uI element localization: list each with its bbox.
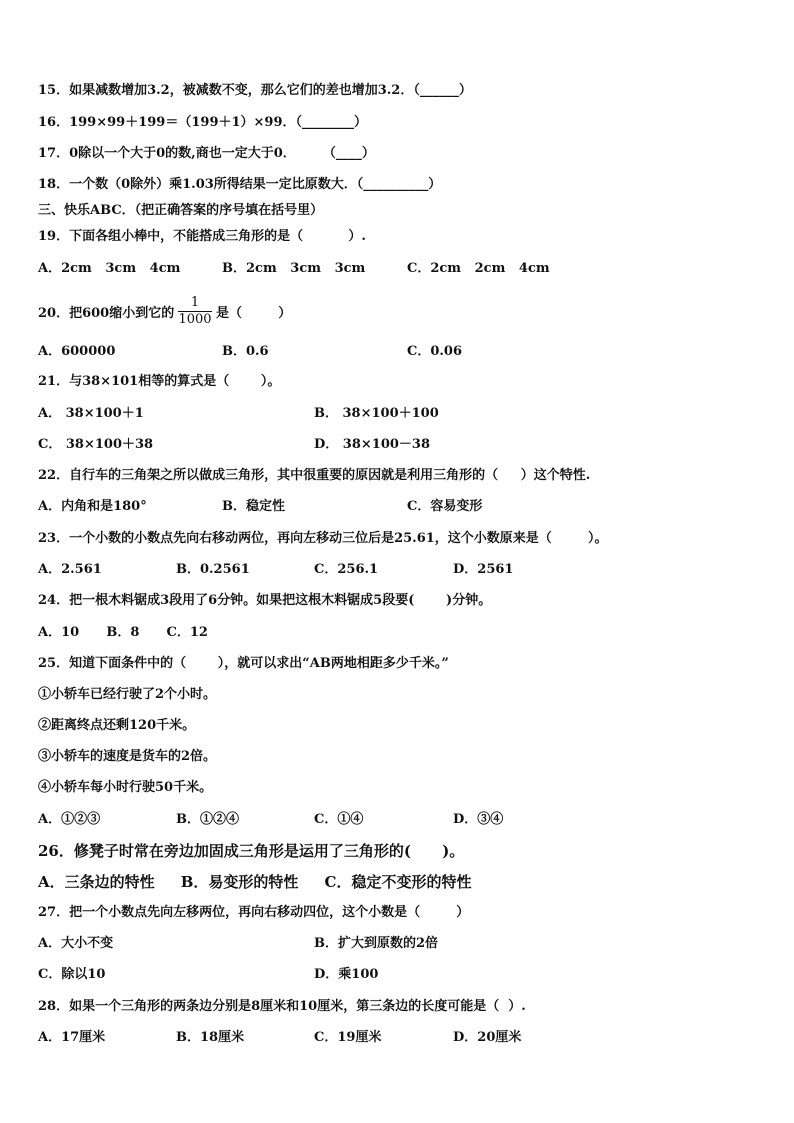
question-22-option-a: A．内角和是180° — [38, 499, 147, 514]
question-27-option-b: B．扩大到原数的2倍 — [314, 936, 439, 951]
question-24-stem: 24．把一根木料锯成3段用了6分钟。如果把这根木料锯成5段要( )分钟。 — [38, 593, 492, 608]
question-28-option-d: D．20厘米 — [453, 1030, 522, 1045]
question-20-option-a: A．600000 — [38, 344, 116, 359]
question-22-option-b: B．稳定性 — [222, 499, 285, 514]
question-15: 15．如果减数增加3.2，被减数不变，那么它们的差也增加3.2．（______） — [38, 83, 472, 98]
question-21-option-b: B． 38×100＋100 — [314, 406, 439, 421]
question-25-option-b: B．①②④ — [176, 812, 239, 827]
fraction-denominator: 1000 — [178, 312, 212, 327]
fraction-one-thousandth — [178, 295, 212, 328]
question-18: 18．一个数（0除外）乘1.03所得结果一定比原数大．（__________） — [38, 177, 442, 192]
question-25-condition-4: ④小轿车每小时行驶50千米。 — [38, 780, 213, 795]
question-23-option-c: C．256.1 — [314, 562, 379, 577]
question-21-option-d: D． 38×100－38 — [314, 437, 431, 452]
question-25-condition-3: ③小轿车的速度是货车的2倍。 — [38, 749, 217, 764]
question-25-condition-1: ①小轿车已经行驶了2个小时。 — [38, 687, 217, 702]
question-23-option-d: D．2561 — [453, 562, 514, 577]
question-27-stem: 27．把一个小数点先向左移两位，再向右移动四位，这个小数是（ ） — [38, 905, 470, 920]
question-16: 16．199×99＋199＝（199＋1）×99．（________） — [38, 115, 368, 130]
question-25-option-c: C．①④ — [314, 812, 364, 827]
fraction-numerator: 1 — [190, 295, 200, 310]
question-25-stem: 25．知道下面条件中的（ ），就可以求出“AB两地相距多少千米。” — [38, 656, 449, 671]
question-19-option-a: A．2cm 3cm 4cm — [38, 261, 181, 276]
question-28-option-a: A．17厘米 — [38, 1030, 106, 1045]
question-21-option-a: A． 38×100＋1 — [38, 406, 144, 421]
question-26-stem: 26．修凳子时常在旁边加固成三角形是运用了三角形的( )。 — [38, 842, 465, 860]
question-17: 17．0除以一个大于0的数,商也一定大于0． （____） — [38, 146, 375, 161]
question-20-option-b: B．0.6 — [222, 344, 269, 359]
question-25-option-d: D．③④ — [453, 812, 504, 827]
question-25-condition-2: ②距离终点还剩120千米。 — [38, 718, 196, 733]
question-26-options: A．三条边的特性 B．易变形的特性 C．稳定不变形的特性 — [38, 873, 472, 891]
question-20-option-c: C．0.06 — [407, 344, 463, 359]
question-27-option-a: A．大小不变 — [38, 936, 114, 951]
question-23-option-b: B．0.2561 — [176, 562, 250, 577]
question-27-option-d: D．乘100 — [314, 967, 379, 982]
question-28-option-c: C．19厘米 — [314, 1030, 382, 1045]
question-21-option-c: C． 38×100＋38 — [38, 437, 154, 452]
question-23-stem: 23．一个小数的小数点先向右移动两位，再向左移动三位后是25.61，这个小数原来是（ ）。 — [38, 531, 608, 546]
question-28-stem: 28．如果一个三角形的两条边分别是8厘米和10厘米，第三条边的长度可能是（ ）. — [38, 999, 526, 1014]
question-22-stem: 22．自行车的三角架之所以做成三角形，其中很重要的原因就是利用三角形的（ ）这个特性. — [38, 468, 591, 483]
question-19-option-c: C．2cm 2cm 4cm — [407, 261, 550, 276]
question-19-option-b: B．2cm 3cm 3cm — [222, 261, 366, 276]
question-20-stem-post: 是（ ） — [216, 306, 292, 321]
question-19-stem: 19．下面各组小棒中，不能搭成三角形的是（ ）. — [38, 229, 366, 244]
question-24-options: A．10 B．8 C．12 — [38, 625, 208, 640]
question-28-option-b: B．18厘米 — [176, 1030, 245, 1045]
question-20-stem-pre: 20．把600缩小到它的 — [38, 306, 175, 321]
question-25-option-a: A．①②③ — [38, 812, 101, 827]
section-3-heading: 三、快乐ABC．（把正确答案的序号填在括号里） — [38, 203, 324, 218]
question-21-stem: 21．与38×101相等的算式是（ ）。 — [38, 374, 281, 389]
question-27-option-c: C．除以10 — [38, 967, 106, 982]
question-23-option-a: A．2.561 — [38, 562, 102, 577]
question-22-option-c: C．容易变形 — [407, 499, 483, 514]
